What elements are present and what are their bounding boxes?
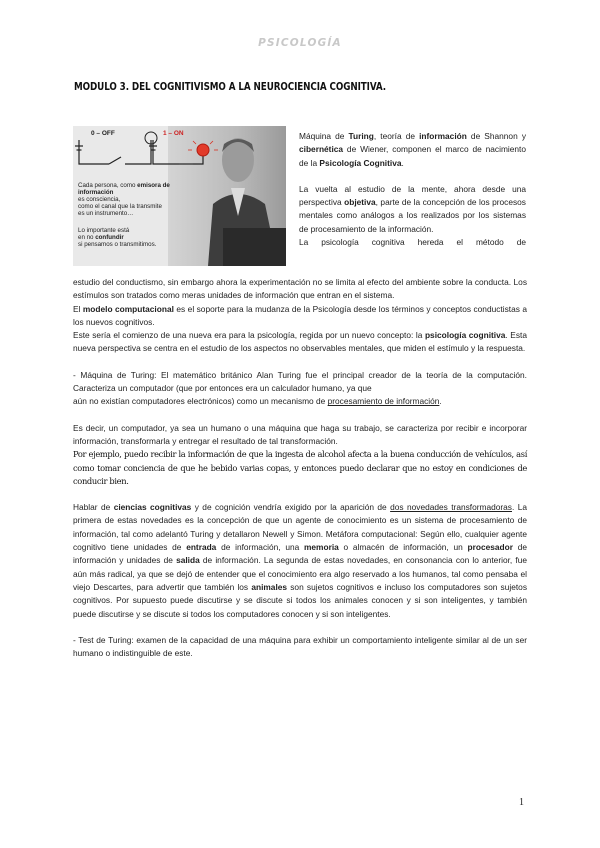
intro-paragraph-3-start: La psicología cognitiva hereda el método de — [299, 237, 526, 248]
switch-on-label: 1 – ON — [163, 130, 184, 137]
intro-column — [299, 130, 526, 249]
paragraph-computer-definition: Es decir, un computador, ya sea un humano o una máquina que haga su trabajo, se caracteriza por recibir e incorporar información, transformarla y entregar el resultado de tal transformación. — [73, 422, 527, 446]
desk — [223, 228, 286, 266]
intro-paragraph-2: La vuelta al estudio de la mente, ahora desde una perspectiva objetiva, parte de la concepción de los procesos mentales como análogos a los realizados por los sistemas de procesamiento de la información. — [299, 183, 526, 234]
paragraph-computational-model: El modelo computacional es el soporte para la mudanza de la Psicología desde los términos y conceptos conductistas a los nuevos cognitivos. — [73, 303, 527, 327]
paragraph-cognitive-sciences: Hablar de ciencias cognitivas y de cognición vendría exigido por la aparición de dos novedades transformadoras. La primera de estas novedades es la concepción de que un agente de conocimiento es un sistema de procesamiento de información, tal como adelantó Turing y detallaron Newell y Simon. Metáfora computacional: Según ello, cualquier agente cognitivo tiene unidades de entrada de información, una memoria o almacén de información, un procesador de información y unidades de salida de información. La segunda de estas novedades, en consonancia con lo anterior, fue aún más radical, ya que se dejó de entender que el conocimiento era algo reservado a los humanos, tal como pensaba el viejo Descartes, para advertir que también los animales son sujetos cognitivos e incluso los computadores son sujetos cognitivos. Por supuesto puede discutirse y se discute si todos los animales conocen y si son inteligentes, y también puede discutirse y se discute si todos los computadores conocen y si son inteligentes. — [73, 502, 527, 619]
bulb-on-icon — [197, 144, 209, 156]
page-number: 1 — [519, 797, 524, 808]
intro-paragraph-3-cont: estudio del conductismo, sin embargo ahora la experimentación no se limita al efecto del ambiente sobre la conducta. Los estímulos son tratados como meras unidades de información que entran en el sistema. — [73, 277, 527, 301]
intro-paragraph-1: Máquina de Turing, teoría de información de Shannon y cibernética de Wiener, componen el marco de nacimiento de la Psicología Cognitiva. — [299, 131, 526, 168]
paragraph-turing-machine: - Máquina de Turing: El matemático británico Alan Turing fue el principal creador de la teoría de la computación. Caracteriza un computador (que por entonces era un calculador humano, ya que — [73, 369, 527, 394]
module-title: MODULO 3. DEL COGNITIVISMO A LA NEUROCIENCIA COGNITIVA. — [74, 81, 386, 93]
turing-photo-figure — [73, 126, 286, 266]
running-header: PSICOLOGÍA — [258, 37, 342, 49]
main-text — [73, 276, 527, 660]
figure-caption: Cada persona, como emisora de información es consciencia, como el canal que la transmite es un instrumento… Lo importante está en no confundir si pensamos o transmitimos. — [78, 182, 170, 248]
switch-off-label: 0 – OFF — [91, 130, 115, 137]
link-processing-information: procesamiento de información — [327, 396, 440, 407]
paragraph-turing-test: - Test de Turing: examen de la capacidad de una máquina para exhibir un comportamiento inteligente similar al de un ser humano o indistinguible de este. — [73, 634, 527, 659]
paragraph-new-era: Este sería el comienzo de una nueva era para la psicología, regida por un nuevo concepto: la psicología cognitiva. Esta nueva perspectiva se centra en el estudio de los aspectos no observables mentales, que miden el estímulo y la respuesta. — [73, 330, 527, 354]
paragraph-alcohol-example: Por ejemplo, puedo recibir la información de que la ingesta de alcohol afecta a la buena conducción de vehículos, así como tomar conciencia de que he bebido varias copas, y entonces puedo declarar que no estoy en condiciones de conducir bien. — [73, 449, 527, 486]
paragraph-turing-machine-cont: aún no existían computadores electrónicos) como un mecanismo de procesamiento de información. — [73, 396, 442, 407]
